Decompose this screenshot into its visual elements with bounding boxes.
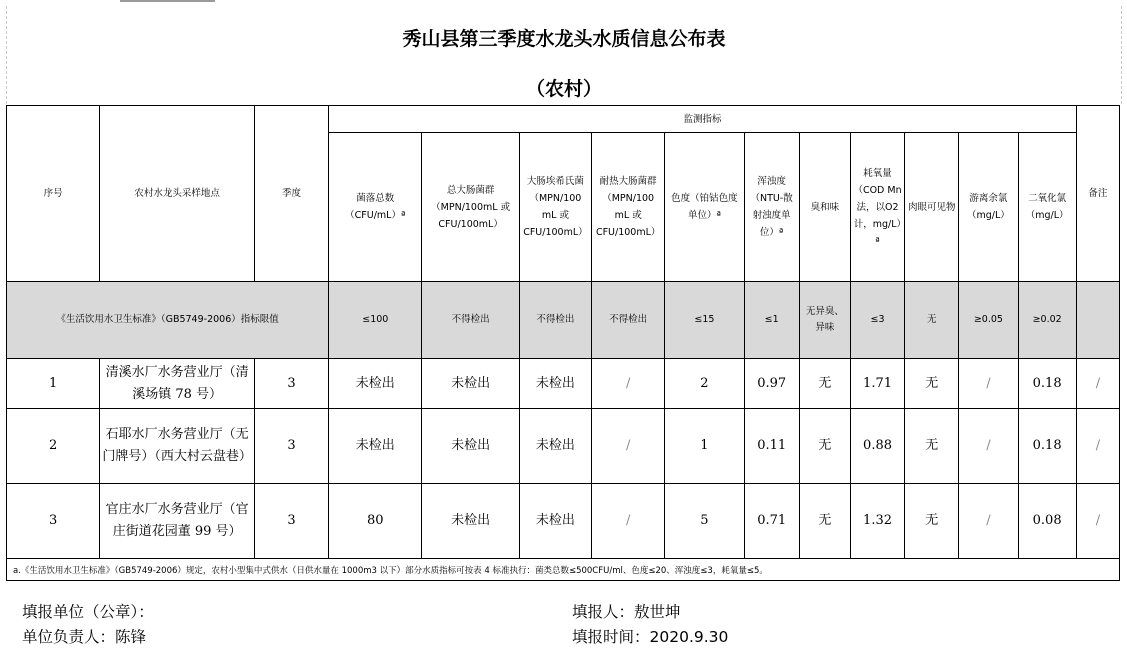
row-site: 官庄水厂水务营业厅（官庄街道花园董 99 号） xyxy=(100,484,255,559)
row-color: 2 xyxy=(665,359,744,409)
header-monitoring-group: 监测指标 xyxy=(329,106,1077,133)
standard-value: ≤3 xyxy=(850,282,904,359)
standard-value: 不得检出 xyxy=(592,282,665,359)
row-season: 3 xyxy=(254,484,328,559)
row-remark: / xyxy=(1076,409,1119,484)
row-clo2: 0.18 xyxy=(1018,409,1076,484)
row-chlorine: / xyxy=(959,409,1018,484)
row-colony: 未检出 xyxy=(329,409,422,484)
header-colony: 菌落总数（CFU/mL）ª xyxy=(329,133,422,282)
table-row xyxy=(7,409,1120,484)
report-time: 填报时间：2020.9.30 xyxy=(572,628,729,646)
header-clo2: 二氧化氯（mg/L） xyxy=(1018,133,1076,282)
header-remark: 备注 xyxy=(1076,106,1119,282)
table-row xyxy=(7,359,1120,409)
row-seq: 3 xyxy=(7,484,100,559)
footnote: a.《生活饮用水卫生标准》（GB5749-2006）规定，农村小型集中式供水（日供水量在 1000m3 以下）部分水质指标可按表 4 标准执行：菌类总数≤500CFU/ml、色度≤20、浑浊度≤3，耗氧量≤5。 xyxy=(7,559,1120,581)
page-subtitle: （农村） xyxy=(525,78,602,100)
row-thermo: / xyxy=(592,359,665,409)
standard-remark xyxy=(1076,282,1119,359)
row-color: 5 xyxy=(665,484,744,559)
row-turbidity: 0.11 xyxy=(744,409,799,484)
row-remark: / xyxy=(1076,359,1119,409)
row-thermo: / xyxy=(592,484,665,559)
row-chlorine: / xyxy=(959,484,1018,559)
row-visible: 无 xyxy=(905,409,959,484)
row-cod: 1.32 xyxy=(850,484,904,559)
row-visible: 无 xyxy=(905,484,959,559)
page-title: 秀山县第三季度水龙头水质信息公布表 xyxy=(402,28,726,50)
standard-value: 无 xyxy=(905,282,959,359)
row-chlorine: / xyxy=(959,359,1018,409)
row-season: 3 xyxy=(254,409,328,484)
header-ecoli: 大肠埃希氏菌（MPN/100 mL 或 CFU/100mL） xyxy=(519,133,591,282)
standard-value: 不得检出 xyxy=(422,282,519,359)
row-odor: 无 xyxy=(799,359,850,409)
row-colony: 未检出 xyxy=(329,359,422,409)
row-clo2: 0.08 xyxy=(1018,484,1076,559)
row-site: 石耶水厂水务营业厅（无门牌号）（西大村云盘巷） xyxy=(100,409,255,484)
header-thermo-coliform: 耐热大肠菌群（MPN/100 mL 或 CFU/100mL） xyxy=(592,133,665,282)
row-odor: 无 xyxy=(799,409,850,484)
row-color: 1 xyxy=(665,409,744,484)
header-coliform: 总大肠菌群（MPN/100mL 或 CFU/100mL） xyxy=(422,133,519,282)
row-site: 清溪水厂水务营业厅（清溪场镇 78 号） xyxy=(100,359,255,409)
row-clo2: 0.18 xyxy=(1018,359,1076,409)
header-odor: 臭和味 xyxy=(799,133,850,282)
top-scroll-indicator xyxy=(120,0,215,2)
header-cod: 耗氧量（COD Mn法，以O2计，mg/L）ª xyxy=(850,133,904,282)
row-thermo: / xyxy=(592,409,665,484)
row-cod: 1.71 xyxy=(850,359,904,409)
row-remark: / xyxy=(1076,484,1119,559)
row-seq: 2 xyxy=(7,409,100,484)
water-quality-table xyxy=(6,105,1120,581)
standard-label: 《生活饮用水卫生标准》（GB5749-2006）指标限值 xyxy=(7,282,329,359)
row-seq: 1 xyxy=(7,359,100,409)
standard-value: ≤15 xyxy=(665,282,744,359)
header-turbidity: 浑浊度（NTU-散射浊度单位）ª xyxy=(744,133,799,282)
row-ecoli: 未检出 xyxy=(519,359,591,409)
row-cod: 0.88 xyxy=(850,409,904,484)
standard-value: ≥0.05 xyxy=(959,282,1018,359)
row-season: 3 xyxy=(254,359,328,409)
standard-value: ≤100 xyxy=(329,282,422,359)
row-ecoli: 未检出 xyxy=(519,409,591,484)
row-coliform: 未检出 xyxy=(422,409,519,484)
header-visible: 肉眼可见物 xyxy=(905,133,959,282)
row-coliform: 未检出 xyxy=(422,359,519,409)
header-season: 季度 xyxy=(254,106,328,282)
table-row xyxy=(7,484,1120,559)
header-color: 色度（铂钴色度单位）ª xyxy=(665,133,744,282)
row-coliform: 未检出 xyxy=(422,484,519,559)
standard-value: 不得检出 xyxy=(519,282,591,359)
reporting-unit: 填报单位（公章）： xyxy=(22,603,154,621)
unit-leader: 单位负责人：陈锋 xyxy=(22,628,147,646)
row-turbidity: 0.71 xyxy=(744,484,799,559)
header-seq: 序号 xyxy=(7,106,100,282)
title-area xyxy=(6,6,1122,104)
standard-row xyxy=(7,282,1120,359)
reporter: 填报人：敖世坤 xyxy=(572,603,681,621)
standard-value: ≤1 xyxy=(744,282,799,359)
row-turbidity: 0.97 xyxy=(744,359,799,409)
row-colony: 80 xyxy=(329,484,422,559)
header-chlorine: 游离余氯（mg/L） xyxy=(959,133,1018,282)
standard-value: 无异臭、异味 xyxy=(799,282,850,359)
row-ecoli: 未检出 xyxy=(519,484,591,559)
row-visible: 无 xyxy=(905,359,959,409)
standard-value: ≥0.02 xyxy=(1018,282,1076,359)
row-odor: 无 xyxy=(799,484,850,559)
header-site: 农村水龙头采样地点 xyxy=(100,106,255,282)
